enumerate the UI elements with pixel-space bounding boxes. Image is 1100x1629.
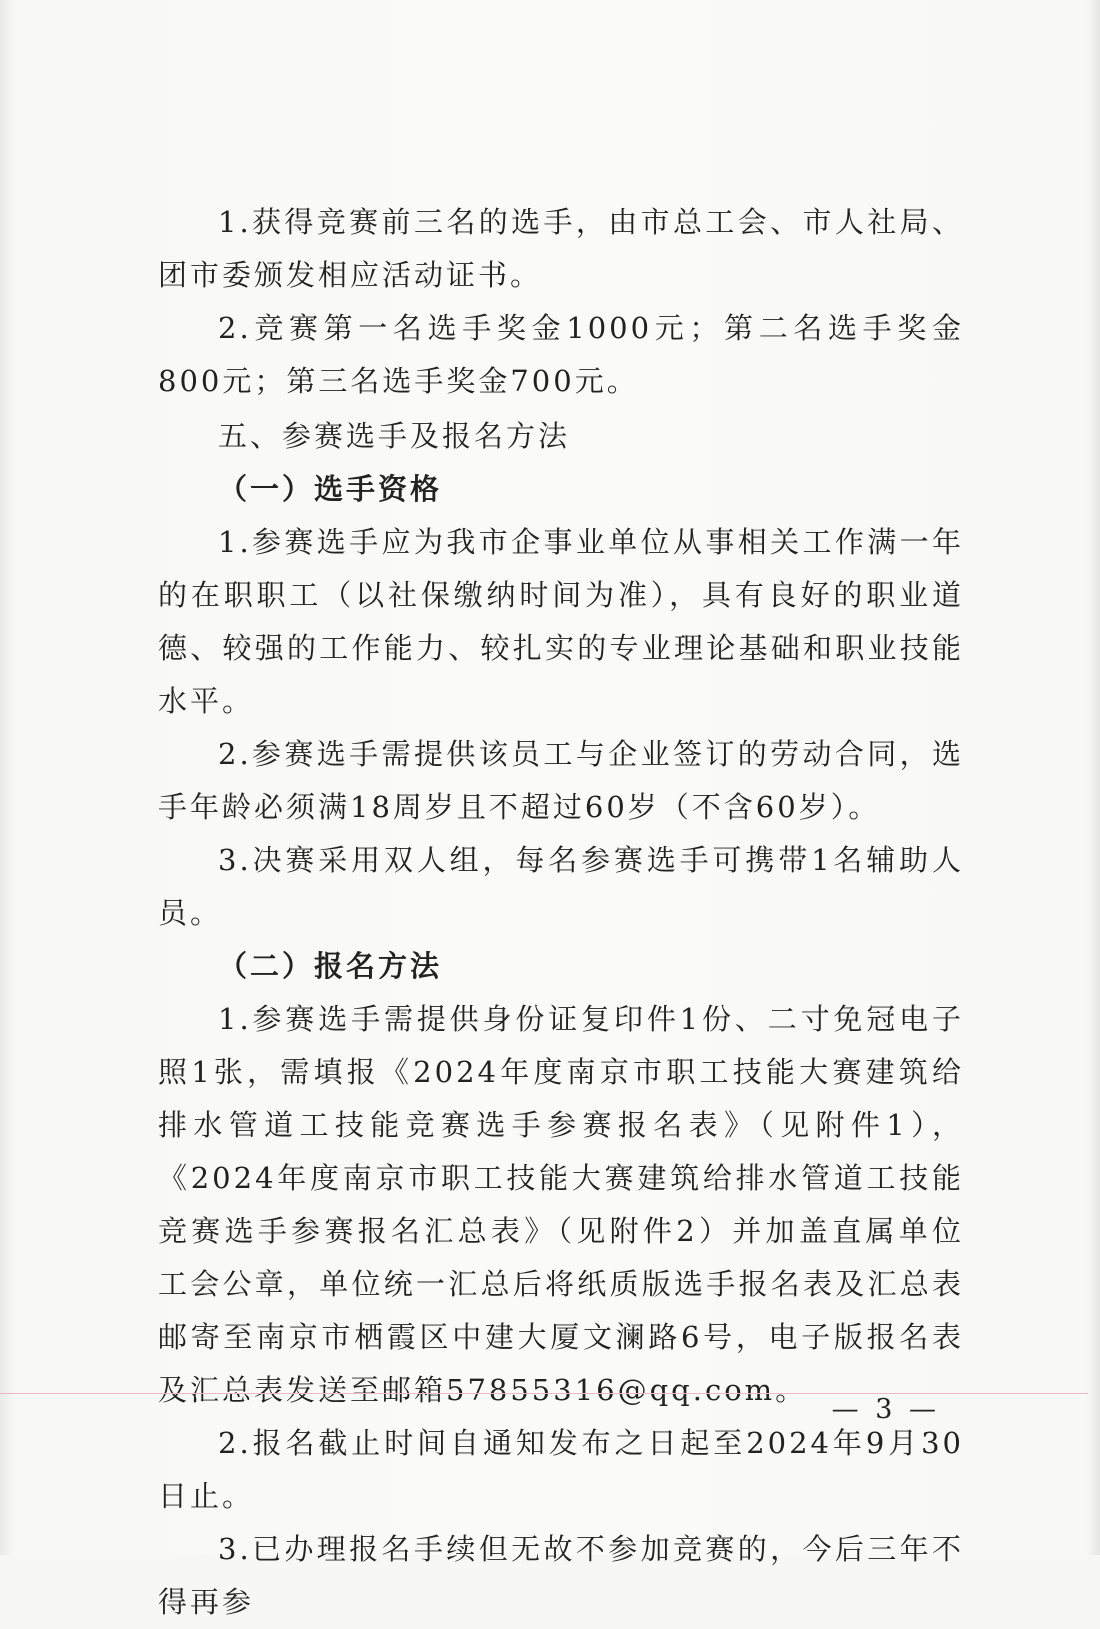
qualification-item-1: 1.参赛选手应为我市企事业单位从事相关工作满一年的在职职工（以社保缴纳时间为准），具有良好的职业道德、较强的工作能力、较扎实的专业理论基础和职业技能水平。 bbox=[158, 525, 964, 718]
registration-item-1: 1.参赛选手需提供身份证复印件1份、二寸免冠电子照1张，需填报《2024年度南京市职工技能大赛建筑给排水管道工技能竞赛选手参赛报名表》（见附件1），《2024年度南京市职工技能大赛建筑给排水管道工技能竞赛选手参赛报名汇总表》（见附件2）并加盖直属单位工会公章，单位统一汇总后将纸质版选手报名表及汇总表邮寄至南京市栖霞区中建大厦文澜路6号，电子版报名表及汇总表发送至邮箱57855316@qq.com。 bbox=[158, 1002, 964, 1407]
page-number: — 3 — bbox=[831, 1394, 940, 1425]
award-paragraph-2: 2.竞赛第一名选手奖金1000元；第二名选手奖金800元；第三名选手奖金700元。 bbox=[158, 311, 964, 398]
registration-item-2: 2.报名截止时间自通知发布之日起至2024年9月30日止。 bbox=[158, 1426, 964, 1513]
qualification-item-3: 3.决赛采用双人组，每名参赛选手可携带1名辅助人员。 bbox=[158, 843, 964, 930]
qualification-item-2: 2.参赛选手需提供该员工与企业签订的劳动合同，选手年龄必须满18周岁且不超过60岁（不含60岁）。 bbox=[158, 737, 964, 824]
registration-heading: （二）报名方法 bbox=[218, 949, 443, 983]
qualification-heading: （一）选手资格 bbox=[218, 472, 443, 506]
registration-item-3: 3.已办理报名手续但无故不参加竞赛的，今后三年不得再参 bbox=[158, 1532, 964, 1619]
award-paragraph-1: 1.获得竞赛前三名的选手，由市总工会、市人社局、团市委颁发相应活动证书。 bbox=[158, 205, 964, 292]
section-five-title: 五、参赛选手及报名方法 bbox=[218, 419, 571, 453]
